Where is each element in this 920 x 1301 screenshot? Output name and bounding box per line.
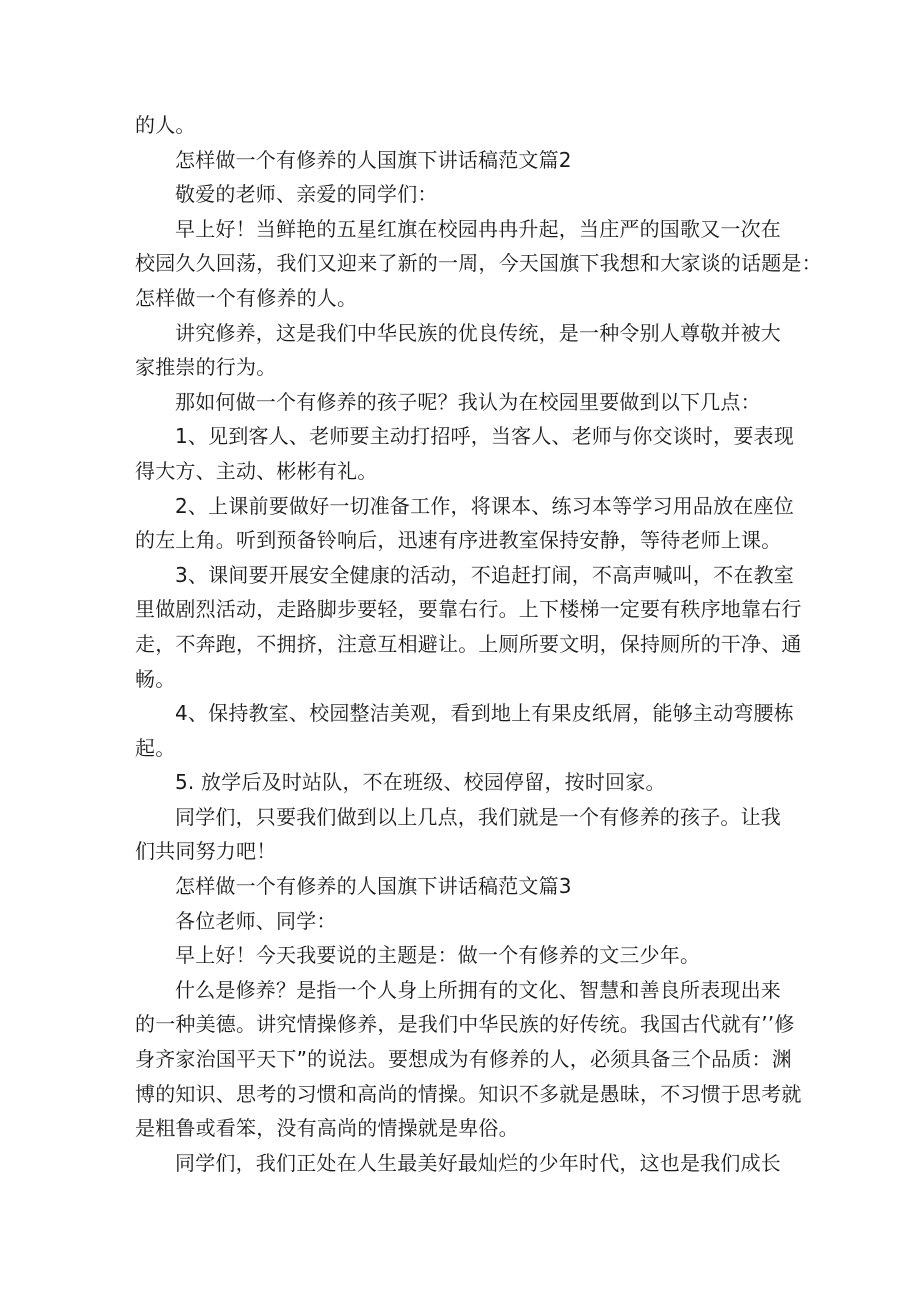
paragraph-line: 的人。 [135,113,196,137]
paragraph-first-line: 4、保持教室、校园整洁美观，看到地上有果皮纸屑，能够主动弯腰栋 [175,701,794,726]
paragraph-line: 怎样做一个有修养的人。 [135,285,358,310]
paragraph-first-line: 3、课间要开展安全健康的活动，不追赶打闹，不高声喊叫，不在教室 [175,562,794,587]
paragraph-line: 畅。 [135,666,176,691]
paragraph-first-line: 各位老师、同学： [175,908,337,933]
paragraph-first-line: 敬爱的老师、亲爱的同学们： [175,182,438,207]
paragraph-first-line: 同学们，只要我们做到以上几点，我们就是一个有修养的孩子。让我 [175,804,781,829]
paragraph-line: 的左上角。听到预备铃响后，迅速有序进教室保持安静，等待老师上课。 [135,528,782,553]
paragraph-line: 家推崇的行为。 [135,355,277,380]
paragraph-first-line: 早上好！今天我要说的主题是：做一个有修养的文三少年。 [175,943,701,968]
paragraph-line: 得大方、主动、彬彬有礼。 [135,458,378,483]
paragraph-first-line: 5. 放学后及时站队，不在班级、校园停留，按时回家。 [175,770,666,795]
paragraph-line: 身齐家治国平天下”的说法。要想成为有修养的人，必须具备三个品质：渊 [135,1047,792,1072]
paragraph-line: 走，不奔跑，不拥挤，注意互相避让。上厕所要文明，保持厕所的干净、通 [135,631,802,656]
paragraph-first-line: 2、上课前要做好一切准备工作，将课本、练习本等学习用品放在座位 [175,493,794,518]
document-body [135,108,822,1180]
paragraph-line: 里做剧烈活动，走路脚步要轻，要靠右行。上下楼梯一定要有秩序地靠右行 [135,597,802,622]
paragraph-line: 博的知识、思考的习惯和高尚的情操。知识不多就是愚昧，不习惯于思考就 [135,1081,802,1106]
paragraph-line: 起。 [135,735,176,760]
paragraph-first-line: 怎样做一个有修养的人国旗下讲话稿范文篇3 [175,874,572,899]
paragraph-line: 校园久久回荡，我们又迎来了新的一周，今天国旗下我想和大家谈的话题是： [135,251,822,276]
paragraph-first-line: 那如何做一个有修养的孩子呢？我认为在校园里要做到以下几点： [175,389,761,414]
paragraph-first-line: 1、见到客人、老师要主动打招呼，当客人、老师与你交谈时，要表现 [175,424,794,449]
paragraph-line: 们共同努力吧！ [135,839,277,864]
paragraph-first-line: 早上好！当鲜艳的五星红旗在校园冉冉升起，当庄严的国歌又一次在 [175,216,781,241]
paragraph-first-line: 讲究修养，这是我们中华民族的优良传统，是一种令别人尊敬并被大 [175,320,781,345]
paragraph-first-line: 同学们，我们正处在人生最美好最灿烂的少年时代，这也是我们成长 [175,1150,781,1175]
paragraph-line: 是粗鲁或看笨，没有高尚的情操就是卑俗。 [135,1116,519,1141]
paragraph-line: 的一种美德。讲究情操修养，是我们中华民族的好传统。我国古代就有’’修 [135,1012,795,1037]
paragraph-first-line: 什么是修养？是指一个人身上所拥有的文化、智慧和善良所表现出来 [175,977,781,1002]
paragraph-first-line: 怎样做一个有修养的人国旗下讲话稿范文篇2 [175,147,572,172]
